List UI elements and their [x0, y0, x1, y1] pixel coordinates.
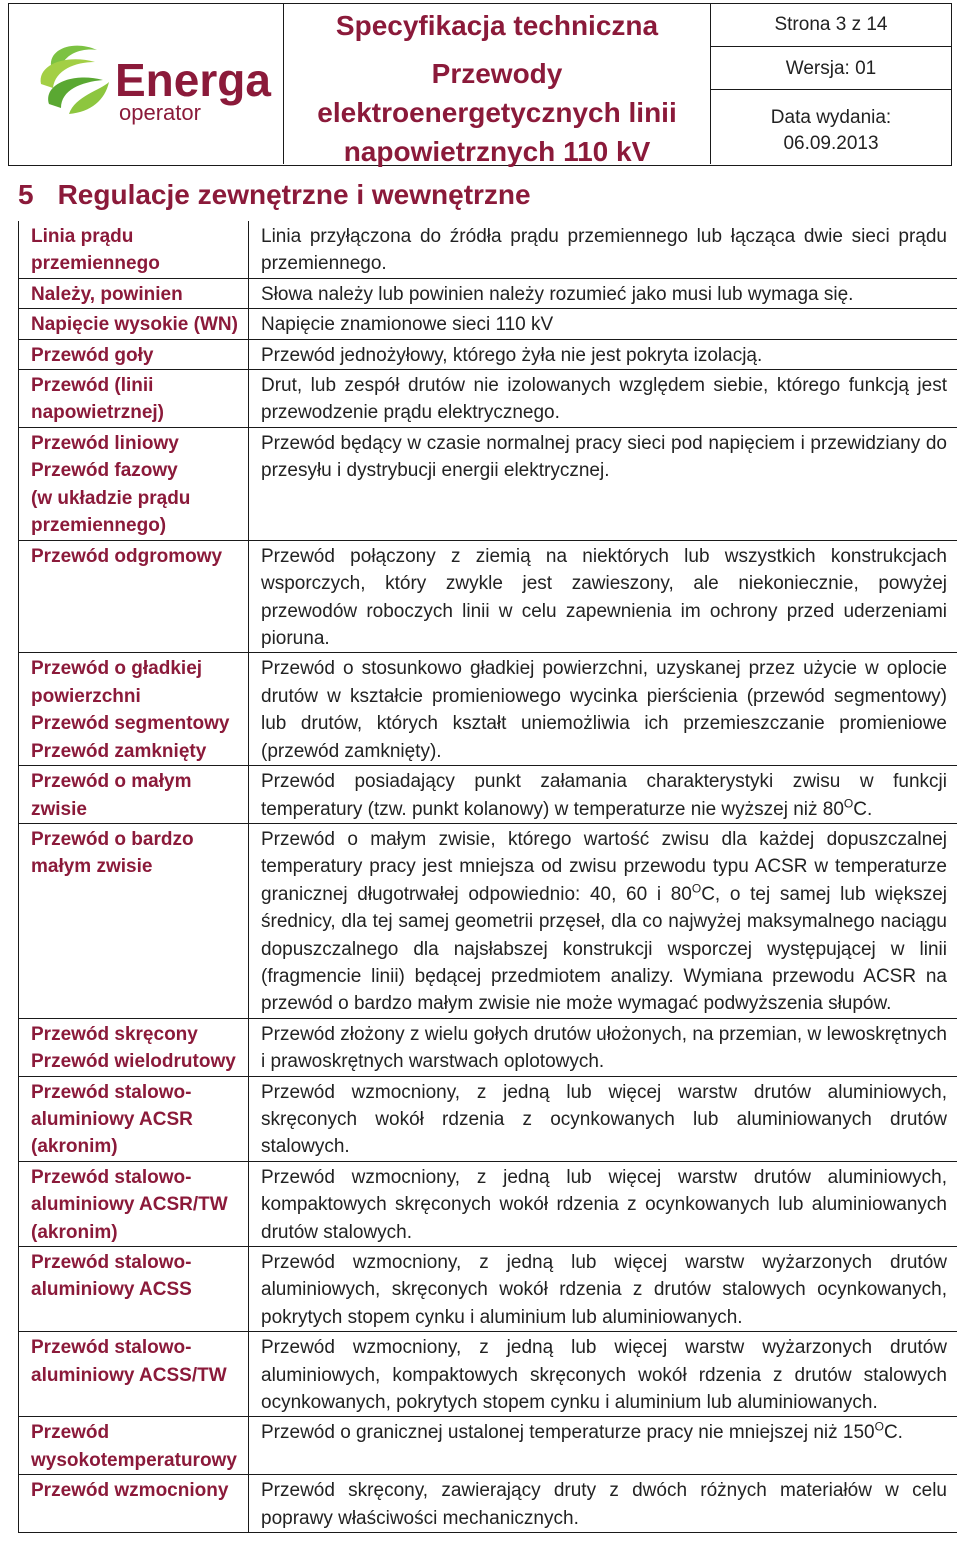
definition-term [19, 309, 249, 338]
energa-logo-mark [41, 46, 109, 114]
definition-row [19, 1475, 957, 1533]
definition-row [19, 1247, 957, 1332]
definition-term-line: Przewód o bardzo [31, 828, 194, 850]
section-number: 5 [18, 179, 34, 210]
definition-text: Słowa należy lub powinien należy rozumieć jako musi lub wymaga się. [261, 283, 854, 305]
definition-term-line: (akronim) [31, 1221, 118, 1243]
definition-term-line: aluminiowy ACSR/TW [31, 1194, 228, 1216]
definition-row [19, 1019, 957, 1077]
definition-text [249, 766, 957, 823]
definition-term-line: Napięcie wysokie (WN) [31, 314, 238, 336]
definition-term [19, 1077, 249, 1161]
definition-term-line: Przewód fazowy [31, 460, 178, 482]
definition-term-line: przemiennego [31, 253, 160, 275]
definition-row [19, 1162, 957, 1247]
logo-cell [9, 4, 284, 164]
issue-date: 06.09.2013 [783, 133, 879, 154]
definition-term [19, 824, 249, 1018]
definition-term-line: Przewód (linii [31, 375, 154, 397]
definition-text [249, 824, 957, 1018]
definition-row [19, 279, 957, 309]
definition-row [19, 1417, 957, 1475]
definition-term-line: Przewód stalowo- [31, 1337, 192, 1359]
definition-term-line: napowietrznej) [31, 402, 165, 424]
definition-term-line: Przewód [31, 1422, 110, 1444]
section-heading [18, 179, 531, 211]
definition-term [19, 653, 249, 765]
logo-brand: Energa [115, 54, 271, 106]
definition-term-line: zwisie [31, 798, 87, 820]
definition-term-line: Linia prądu [31, 226, 134, 247]
definition-term-line: aluminiowy ACSS [31, 1279, 192, 1301]
issue-date-cell [711, 90, 951, 164]
definition-term-line: Przewód segmentowy [31, 713, 230, 735]
logo-sub: operator [119, 100, 201, 125]
definitions-table [18, 221, 957, 1533]
definition-term-line: Przewód odgromowy [31, 545, 223, 567]
definition-term-line: aluminiowy ACSR [31, 1108, 193, 1130]
definition-text-part-b: C. [883, 1422, 903, 1444]
definition-text: Przewód połączony z ziemią na niektórych lub wszystkich konstrukcjach wsporczych, który zwykle jest zawieszony, ale niekoniecznie, powyżej przewodów roboczych linii w celu zapewnienia im ochrony przed uderzeniami pioruna. [261, 545, 947, 650]
definition-row [19, 824, 957, 1019]
definition-text: Przewód złożony z wielu gołych drutów ułożonych, na przemian, w lewoskrętnych i prawoskrętnych warstwach oplotowych. [261, 1023, 947, 1073]
definition-term-line: Przewód stalowo- [31, 1081, 192, 1103]
section-title-text: Regulacje zewnętrzne i wewnętrzne [57, 179, 531, 210]
definition-row [19, 653, 957, 766]
definition-term-line: (akronim) [31, 1136, 118, 1158]
definition-text: Przewód wzmocniony, z jedną lub więcej warstw wyżarzonych drutów aluminiowych, kompaktowych skręconych wokół rdzenia z drutów stalowych ocynkowanych, pokrytych stopem cynku i aluminium lub aluminiowanych. [261, 1337, 947, 1414]
definition-term [19, 766, 249, 823]
definition-text-part-sup: O [874, 1420, 884, 1435]
definition-term-line: Przewód o gładkiej [31, 658, 203, 680]
definition-term [19, 1475, 249, 1532]
definition-row [19, 1077, 957, 1162]
definition-term-line: powierzchni [31, 685, 141, 707]
definition-text-part-b: C, o tej samej lub większej średnicy, dla tej samej geometrii przęseł, dla co najwyżej maksymalnego naciągu dopuszczalnego dla najsłabszej konstrukcji wsporczej występującej w linii (fragmencie linii) będącej przedmiotem analizy. Wymiana przewodu ACSR na przewód o bardzo małym zwisie nie może wymagać podwyższenia słupów. [261, 883, 947, 1015]
definition-text-part-sup: O [691, 881, 702, 896]
definition-term-line: wysokotemperaturowy [31, 1449, 237, 1471]
header-title [284, 4, 711, 167]
definition-term-line: Przewód wielodrutowy [31, 1051, 236, 1073]
definition-row [19, 1332, 957, 1417]
header-title-line1: Specyfikacja techniczna [335, 10, 659, 41]
definition-row [19, 428, 957, 541]
definition-text: Napięcie znamionowe sieci 110 kV [261, 314, 554, 336]
definition-term [19, 221, 249, 278]
definition-term [19, 541, 249, 653]
definition-term-line: Przewód wzmocniony [31, 1480, 229, 1502]
definition-term-line: Przewód liniowy [31, 432, 179, 454]
page-number: Strona 3 z 14 [711, 4, 951, 47]
definition-row [19, 340, 957, 370]
definition-term-line: Przewód goły [31, 344, 154, 366]
definition-term [19, 428, 249, 540]
definition-text: Przewód wzmocniony, z jedną lub więcej warstw drutów aluminiowych, kompaktowych skręconych wokół rdzenia z ocynkowanych lub aluminiowanych drutów stalowych. [261, 1166, 947, 1243]
issue-date-label: Data wydania: [770, 107, 892, 128]
definition-text-part-b: C. [853, 798, 873, 820]
definition-term [19, 370, 249, 427]
definition-text: Drut, lub zespół drutów nie izolowanych względem siebie, którego funkcją jest przewodzenie prądu elektrycznego. [261, 375, 947, 424]
definition-text-part-a: Przewód posiadający punkt załamania charakterystyki zwisu w funkcji temperatury (tzw. punkt kolanowy) w temperaturze nie wyższej niż 80 [261, 771, 947, 820]
definition-term [19, 1019, 249, 1076]
definition-text: Przewód jednożyłowy, którego żyła nie jest pokryta izolacją. [261, 344, 763, 366]
definition-text [249, 1417, 957, 1474]
header-meta [711, 4, 951, 164]
definition-text: Linia przyłączona do źródła prądu przemiennego lub łącząca dwie sieci prądu przemiennego. [261, 226, 947, 275]
definition-row [19, 370, 957, 428]
definition-text: Przewód wzmocniony, z jedną lub więcej warstw wyżarzonych drutów aluminiowych, skręconych wokół rdzenia z drutów stalowych ocynkowanych, pokrytych stopem cynku i aluminium lub aluminiowanych. [261, 1252, 947, 1328]
definition-term [19, 1247, 249, 1331]
definition-term [19, 279, 249, 308]
header-title-line2: Przewody elektroenergetycznych linii napowietrznych 110 kV [317, 58, 677, 167]
definition-text: Przewód skręcony, zawierający druty z dwóch różnych materiałów w celu poprawy właściwości mechanicznych. [261, 1480, 947, 1529]
definition-term [19, 1332, 249, 1416]
definition-text: Przewód będący w czasie normalnej pracy sieci pod napięciem i przewidziany do przesyłu i dystrybucji energii elektrycznej. [261, 432, 947, 482]
definition-term [19, 1417, 249, 1474]
definition-term-line: przemiennego) [31, 515, 167, 537]
definition-text-part-a: Przewód o małym zwisie, którego wartość zwisu dla każdej dopuszczalnej temperatury pracy jest mniejsza od zwisu przewodu typu ACSR w temperaturze granicznej długotrwałej odpowiednio: 40, 60 i 80 [261, 828, 947, 905]
definition-row [19, 541, 957, 654]
definition-term-line: Przewód stalowo- [31, 1252, 192, 1273]
definition-row [19, 309, 957, 339]
definition-text: Przewód o stosunkowo gładkiej powierzchni, uzyskanej przez użycie w oplocie drutów w kształcie promieniowego wycinka pierścienia (przewód segmentowy) lub drutów, których kształt uniemożliwia ich przemieszczanie promieniowe (przewód zamknięty). [261, 658, 947, 762]
version: Wersja: 01 [711, 47, 951, 90]
definition-term-line: Przewód skręcony [31, 1023, 198, 1045]
definition-term-line: aluminiowy ACSS/TW [31, 1364, 227, 1386]
definition-term-line: Przewód stalowo- [31, 1166, 192, 1188]
definition-term-line: Przewód zamknięty [31, 740, 207, 762]
energa-logo [9, 4, 281, 162]
definition-term-line: małym zwisie [31, 856, 153, 878]
definition-text-part-sup: O [843, 796, 854, 811]
definition-text-part-a: Przewód o granicznej ustalonej temperaturze pracy nie mniejszej niż 150 [261, 1422, 875, 1444]
definition-term [19, 340, 249, 369]
document-header [8, 3, 952, 166]
definition-row [19, 766, 957, 824]
definition-term-line: Przewód o małym [31, 771, 192, 793]
definition-term-line: (w układzie prądu [31, 487, 191, 509]
definition-term-line: Należy, powinien [31, 283, 183, 305]
definition-text: Przewód wzmocniony, z jedną lub więcej warstw drutów aluminiowych, skręconych wokół rdzenia z ocynkowanych lub aluminiowanych drutów stalowych. [261, 1081, 947, 1158]
definition-term [19, 1162, 249, 1246]
definition-row [19, 221, 957, 279]
